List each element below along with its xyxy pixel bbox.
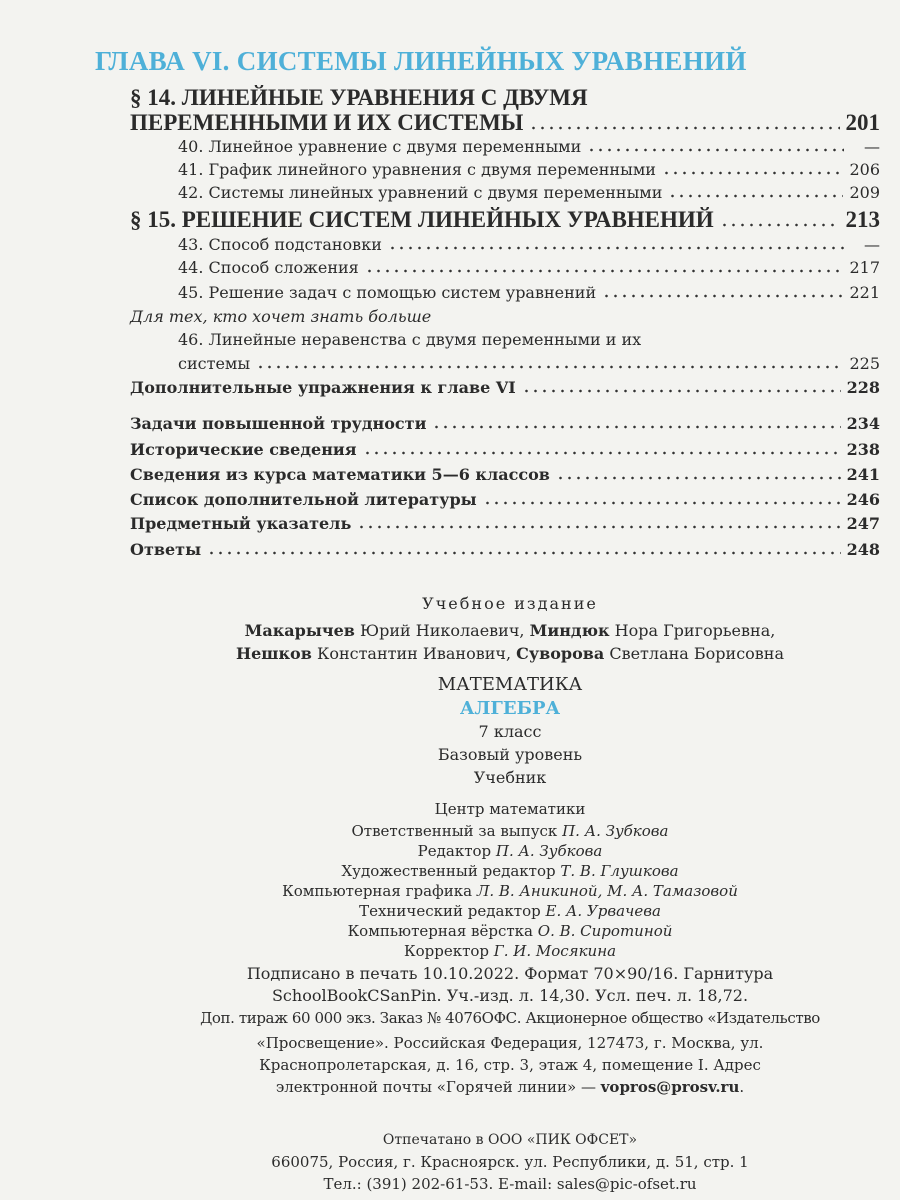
toc-page: 206 [849,160,880,179]
credit-person: О. В. Сиротиной [537,922,673,940]
toc-label: Исторические сведения [130,440,357,459]
credit-person: П. А. Зубкова [495,842,603,860]
toc-page: 247 [846,514,880,533]
dot-leader [556,470,841,480]
toc-item-41 [178,160,880,180]
dot-leader [662,165,844,175]
toc-page: 248 [846,540,880,559]
toc-extra-heading [130,307,880,327]
dot-leader [207,545,840,555]
toc-item-46 [178,354,880,374]
credit-role: Компьютерная вёрстка [347,922,533,940]
print-line-1: SchoolBookCSanPin. Уч.-изд. л. 14,30. Усл. печ. л. 18,72. [271,986,749,1005]
chapter-title: ГЛАВА VI. СИСТЕМЫ ЛИНЕЙНЫХ УРАВНЕНИЙ [95,46,747,76]
dot-leader [720,217,840,227]
toc-label: Для тех, кто хочет знать больше [130,307,432,326]
toc-back-2 [130,465,880,485]
dot-leader [668,188,843,198]
toc-label: 44. Способ сложения [178,258,359,277]
email-link: vopros@prosv.ru [600,1078,740,1096]
email-suffix: . [739,1078,745,1096]
print-line-3: «Просвещение». Российская Федерация, 127473, г. Москва, ул. [256,1034,764,1052]
toc-page: 238 [846,440,880,459]
toc-label: 43. Способ подстановки [178,235,382,254]
credit-role: Редактор [417,842,492,860]
toc-page: 221 [849,283,880,302]
author-name: Юрий Николаевич, [360,621,525,640]
toc-section-14-line1 [130,86,880,110]
level: Базовый уровень [437,745,583,764]
print-email-line [0,1077,900,1097]
email-prefix: электронной почты «Горячей линии» — [275,1078,601,1096]
credit-0 [0,821,900,841]
credit-person: Г. И. Мосякина [493,942,617,960]
credit-corrector [0,941,900,961]
book-kind: Учебник [473,768,547,787]
toc-label: 40. Линейное уравнение с двумя переменными [178,137,582,156]
toc-back-5 [130,540,880,560]
printer-line-2: Тел.: (391) 202-61-53. E-mail: sales@pic-ofset.ru [323,1175,697,1193]
credit-person: Т. В. Глушкова [560,862,679,880]
edition-type: Учебное издание [422,594,598,613]
dot-leader [432,419,840,429]
toc-label: Сведения из курса математики 5—6 классов [130,465,550,484]
toc-back-4 [130,514,880,534]
dot-leader [365,263,844,273]
dot-leader [529,120,839,130]
print-line-0: Подписано в печать 10.10.2022. Формат 70×90/16. Гарнитура [246,964,774,983]
authors-line1 [0,621,900,641]
toc-page: 209 [849,183,880,202]
author-surname: Нешков [236,644,312,663]
toc-label: Ответы [130,540,202,559]
credit-1 [0,841,900,861]
dot-leader [357,519,840,529]
dot-leader [388,240,844,250]
toc-back-1 [130,440,880,460]
toc-label: § 15. РЕШЕНИЕ СИСТЕМ ЛИНЕЙНЫХ УРАВНЕНИЙ [130,207,714,232]
publisher-center: Центр математики [434,800,586,818]
credit-role: Корректор [403,942,489,960]
credit-role: Технический редактор [359,902,541,920]
credit-4 [0,901,900,921]
dot-leader [602,288,843,298]
toc-extra-exercises [130,378,880,398]
credit-person: Л. В. Аникиной, М. А. Тамазовой [476,882,738,900]
toc-label: Предметный указатель [130,514,352,533]
toc-page: — [864,235,880,254]
toc-label: Дополнительные упражнения к главе VI [130,378,516,397]
toc-page: 234 [846,414,880,433]
credit-role: Ответственный за выпуск [351,822,558,840]
authors-line2 [0,644,900,664]
toc-page: 213 [845,207,880,232]
dot-leader [363,445,841,455]
author-surname: Миндюк [529,621,610,640]
dot-leader [256,359,843,369]
toc-label: ПЕРЕМЕННЫМИ И ИХ СИСТЕМЫ [130,110,524,135]
toc-page: 246 [846,490,880,509]
author-surname: Макарычев [244,621,355,640]
credit-2 [0,861,900,881]
author-name: Нора Григорьевна, [614,621,776,640]
credit-role: Компьютерная графика [282,882,473,900]
toc-item-45 [178,283,880,303]
toc-label: Список дополнительной литературы [130,490,477,509]
toc-item-40 [178,137,880,157]
toc-page: 201 [845,110,880,135]
toc-back-3 [130,490,880,510]
toc-label: системы [178,354,251,373]
credit-person: Е. А. Урвачева [545,902,661,920]
toc-label: 46. Линейные неравенства с двумя переменными и их [178,330,642,349]
dot-leader [522,383,841,393]
author-name: Светлана Борисовна [609,644,784,663]
printer-line-0: Отпечатано в ООО «ПИК ОФСЕТ» [382,1132,638,1148]
book-title: МАТЕМАТИКА [437,674,583,695]
author-surname: Суворова [516,644,605,663]
dot-leader [587,142,844,152]
toc-label: § 14. ЛИНЕЙНЫЕ УРАВНЕНИЯ С ДВУМЯ [130,85,588,110]
toc-page: — [864,137,880,156]
toc-back-0 [130,414,880,434]
dot-leader [483,495,841,505]
toc-section-15 [130,208,880,232]
toc-item-46-line1 [178,330,880,350]
printer-line-1: 660075, Россия, г. Красноярск. ул. Республики, д. 51, стр. 1 [271,1153,749,1171]
toc-page: 228 [846,378,880,397]
author-name: Константин Иванович, [316,644,512,663]
toc-label: 42. Системы линейных уравнений с двумя переменными [178,183,663,202]
toc-label: Задачи повышенной трудности [130,414,427,433]
toc-section-14 [130,111,880,135]
book-subtitle: АЛГЕБРА [459,698,561,719]
credit-person: П. А. Зубкова [562,822,669,840]
print-line-2: Доп. тираж 60 000 экз. Заказ № 4076ОФС. Акционерное общество «Издательство [200,1009,820,1027]
toc-page: 225 [849,354,880,373]
toc-page: 217 [849,258,880,277]
credit-5 [0,921,900,941]
print-line-4: Краснопролетарская, д. 16, стр. 3, этаж 4, помещение I. Адрес [259,1056,761,1074]
toc-label: 41. График линейного уравнения с двумя переменными [178,160,656,179]
toc-label: 45. Решение задач с помощью систем уравнений [178,283,597,302]
credit-3 [0,881,900,901]
toc-item-43 [178,235,880,255]
toc-page: 241 [846,465,880,484]
toc-item-44 [178,258,880,278]
toc-item-42 [178,183,880,203]
credit-role: Художественный редактор [341,862,556,880]
grade: 7 класс [478,722,542,741]
